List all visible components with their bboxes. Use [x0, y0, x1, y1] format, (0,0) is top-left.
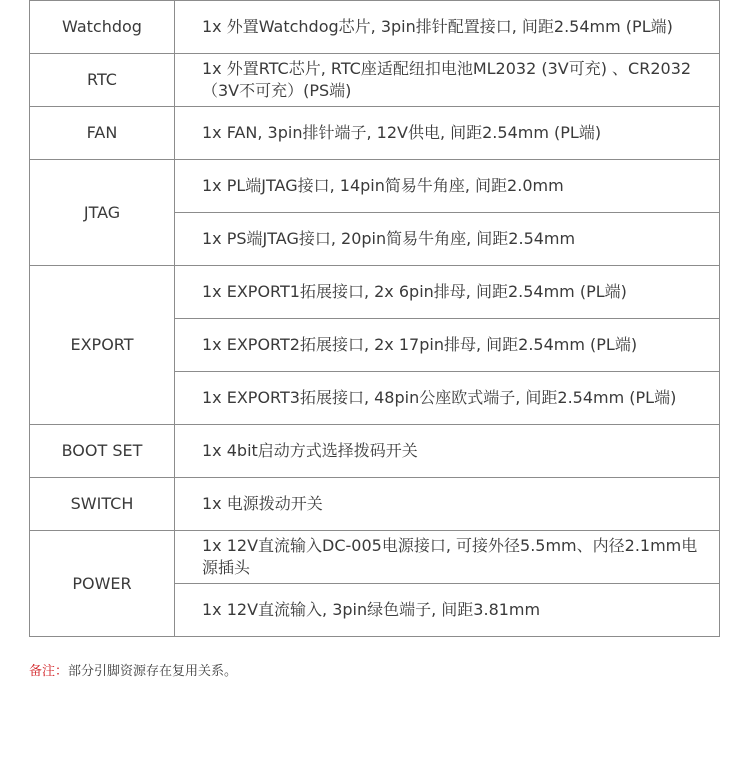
footnote-label: 备注：: [29, 664, 69, 679]
table-row-boot-set: [30, 425, 720, 478]
table-row-watchdog: [30, 1, 720, 54]
row-value-export-3: 1x EXPORT3拓展接口, 48pin公座欧式端子, 间距2.54mm (PL端): [175, 372, 720, 425]
row-value-power-1: 1x 12V直流输入DC-005电源接口, 可接外径5.5mm、内径2.1mm电源插头: [175, 531, 720, 584]
row-label-switch: SWITCH: [30, 478, 175, 531]
row-value-fan: 1x FAN, 3pin排针端子, 12V供电, 间距2.54mm (PL端): [175, 107, 720, 160]
row-value-jtag-2: 1x PS端JTAG接口, 20pin简易牛角座, 间距2.54mm: [175, 213, 720, 266]
row-label-fan: FAN: [30, 107, 175, 160]
footnote: [29, 662, 237, 682]
table-row-export: [30, 266, 720, 319]
row-label-rtc: RTC: [30, 54, 175, 107]
table-row-jtag: [30, 160, 720, 213]
row-value-power-2: 1x 12V直流输入, 3pin绿色端子, 间距3.81mm: [175, 584, 720, 637]
table-row-power: [30, 531, 720, 584]
row-label-watchdog: Watchdog: [30, 1, 175, 54]
table-row-fan: [30, 107, 720, 160]
table-row-switch: [30, 478, 720, 531]
row-value-switch: 1x 电源拨动开关: [175, 478, 720, 531]
row-label-power: POWER: [30, 531, 175, 637]
row-label-jtag: JTAG: [30, 160, 175, 266]
row-value-export-2: 1x EXPORT2拓展接口, 2x 17pin排母, 间距2.54mm (PL端): [175, 319, 720, 372]
row-value-jtag-1: 1x PL端JTAG接口, 14pin简易牛角座, 间距2.0mm: [175, 160, 720, 213]
row-value-export-1: 1x EXPORT1拓展接口, 2x 6pin排母, 间距2.54mm (PL端): [175, 266, 720, 319]
row-label-export: EXPORT: [30, 266, 175, 425]
footnote-text: 部分引脚资源存在复用关系。: [68, 664, 238, 679]
spec-table: [29, 0, 720, 637]
row-value-watchdog: 1x 外置Watchdog芯片, 3pin排针配置接口, 间距2.54mm (PL端): [175, 1, 720, 54]
table-row-rtc: [30, 54, 720, 107]
row-value-boot-set: 1x 4bit启动方式选择拨码开关: [175, 425, 720, 478]
row-value-rtc: 1x 外置RTC芯片, RTC座适配纽扣电池ML2032 (3V可充) 、CR2032 （3V不可充）(PS端): [175, 54, 720, 107]
row-label-boot-set: BOOT SET: [30, 425, 175, 478]
